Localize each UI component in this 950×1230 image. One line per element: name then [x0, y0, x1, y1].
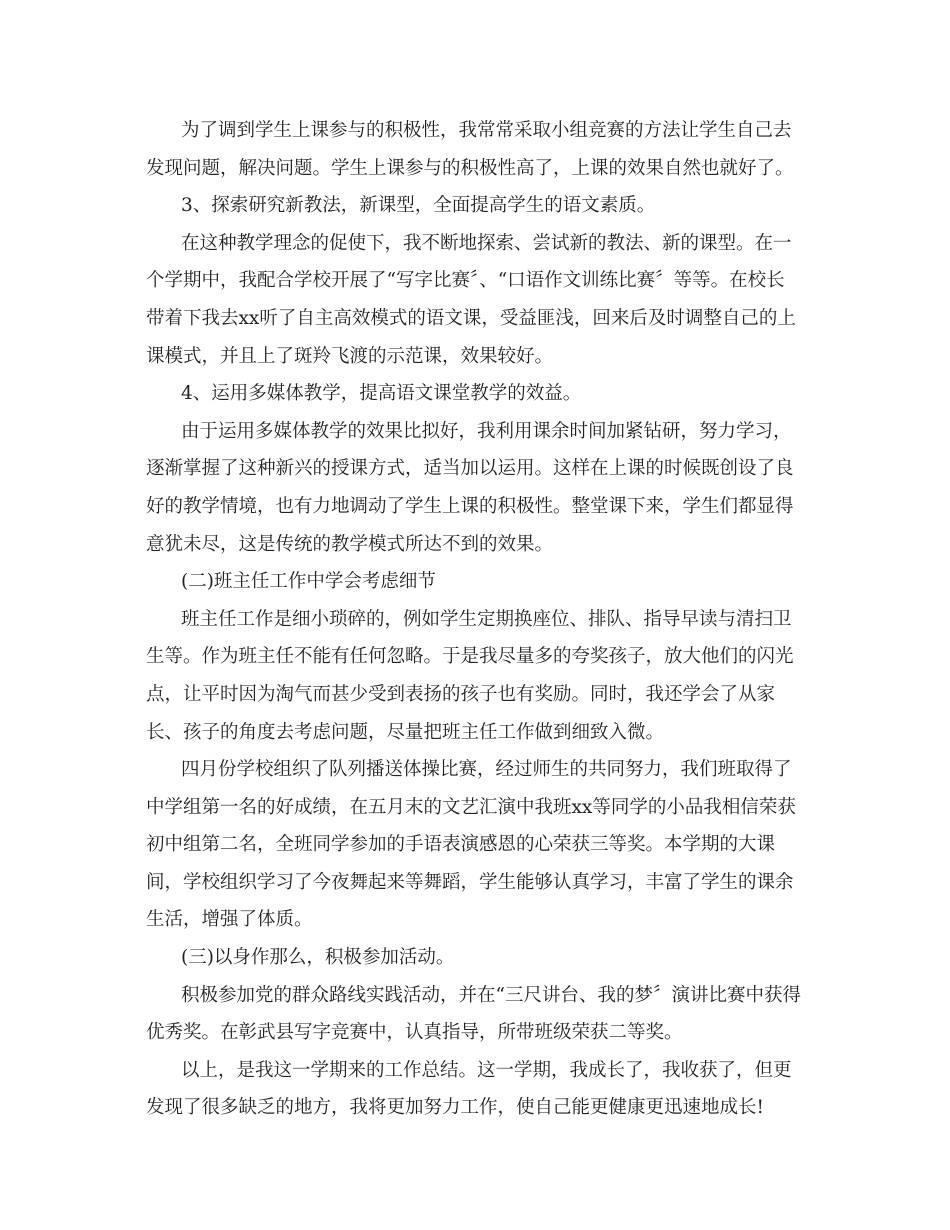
text-line: 中学组第一名的好成绩，在五月末的文艺汇演中我班xx等同学的小品我相信荣获	[146, 796, 796, 818]
document-body	[146, 112, 816, 1127]
text-line: 为了调到学生上课参与的积极性，我常常采取小组竞赛的方法让学生自己去	[181, 120, 792, 141]
text-line: 3、探索研究新教法，新课型，全面提高学生的语文素质。	[181, 195, 656, 217]
text-line: 积极参加党的群众路线实践活动，并在“三尺讲台、我的梦〞演讲比赛中获得	[181, 984, 801, 1006]
text-line: 生等。作为班主任不能有任何忽略。于是我尽量多的夸奖孩子，放大他们的闪光	[146, 646, 794, 668]
text-line: 发现问题，解决问题。学生上课参与的积极性高了，上课的效果自然也就好了。	[146, 157, 794, 179]
text-line: (二)班主任工作中学会考虑细节	[181, 571, 436, 593]
text-line: 初中组第二名，全班同学参加的手语表演感恩的心荣获三等奖。本学期的大课	[146, 834, 776, 856]
text-line: 逐渐掌握了这种新兴的授课方式，适当加以运用。这样在上课的时候既创设了良	[146, 458, 794, 480]
text-line: 个学期中，我配合学校开展了“写字比赛〞、“口语作文训练比赛〞等等。在校长	[146, 270, 785, 292]
text-line: 班主任工作是细小琐碎的，例如学生定期换座位、排队、指导早读与清扫卫	[181, 608, 792, 630]
text-line: 长、孩子的角度去考虑问题，尽量把班主任工作做到细致入微。	[146, 721, 665, 743]
text-line: 意犹未尽，这是传统的教学模式所达不到的效果。	[146, 533, 554, 555]
text-line: 在这种教学理念的促使下，我不断地探索、尝试新的教法、新的课型。在一	[181, 232, 792, 254]
text-line: 发现了很多缺乏的地方，我将更加努力工作，使自己能更健康更迅速地成长!	[146, 1097, 764, 1119]
text-line: 以上，是我这一学期来的工作总结。这一学期，我成长了，我收获了，但更	[181, 1059, 792, 1081]
text-line: 带着下我去xx听了自主高效模式的语文课，受益匪浅，回来后及时调整自己的上	[146, 307, 796, 329]
text-line: 间，学校组织学习了今夜舞起来等舞蹈，学生能够认真学习，丰富了学生的课余	[146, 871, 794, 893]
text-line: 优秀奖。在彰武县写字竞赛中，认真指导，所带班级荣获二等奖。	[146, 1022, 683, 1044]
text-line: 点，让平时因为淘气而甚少受到表扬的孩子也有奖励。同时，我还学会了从家	[146, 683, 776, 705]
text-line: 生活，增强了体质。	[146, 909, 313, 931]
text-line: 四月份学校组织了队列播送体操比赛，经过师生的共同努力，我们班取得了	[181, 759, 792, 781]
text-line: (三)以身作那么，积极参加活动。	[181, 947, 455, 969]
text-line: 4、运用多媒体教学，提高语文课堂教学的效益。	[181, 383, 582, 405]
text-line: 课模式，并且上了斑羚飞渡的示范课，效果较好。	[146, 345, 554, 367]
text-line: 由于运用多媒体教学的效果比拟好，我利用课余时间加紧钻研，努力学习，	[181, 420, 792, 442]
text-line: 好的教学情境，也有力地调动了学生上课的积极性。整堂课下来，学生们都显得	[146, 495, 794, 517]
